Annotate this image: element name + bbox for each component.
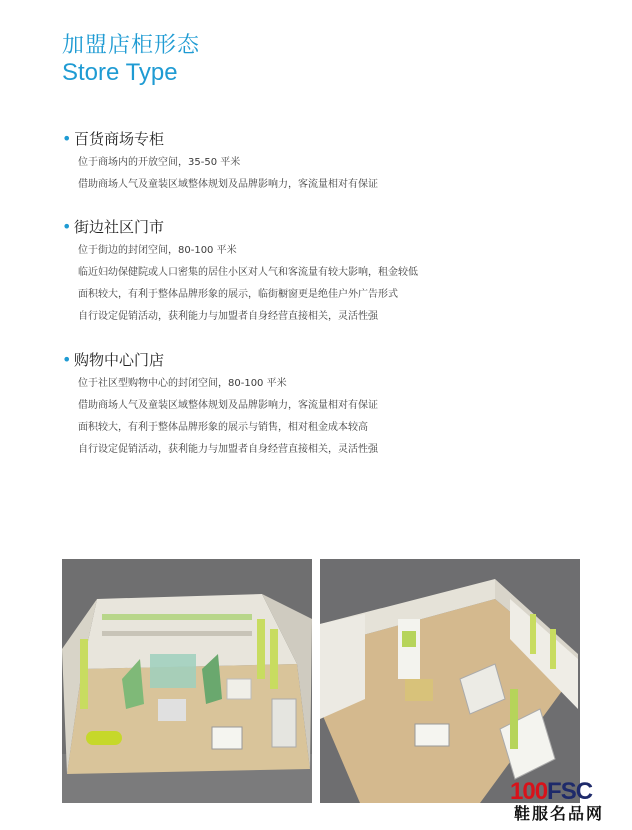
section-line: 位于社区型购物中心的封闭空间，80-100 平米 [78,378,287,389]
watermark-tagline: 鞋服名品网 [514,804,605,823]
section-street-shop [62,216,418,328]
page-title: 加盟店柜形态 [62,33,201,58]
store-rendering-image-2 [320,559,580,803]
bullet-icon: • [62,129,72,148]
bullet-icon: • [62,217,72,236]
section-line: 借助商场人气及童装区域整体规划及品牌影响力，客流量相对有保证 [78,400,378,411]
watermark-brand-letters: FSC [547,778,593,805]
page-subtitle: Store Type [62,59,178,86]
bullet-icon: • [62,350,72,369]
section-line: 自行设定促销活动，获利能力与加盟者自身经营直接相关，灵活性强 [78,311,378,322]
section-department-store [62,128,378,196]
section-line: 面积较大，有利于整体品牌形象的展示与销售，相对租金成本较高 [78,422,368,433]
section-shopping-mall [62,349,378,461]
section-line: 面积较大，有利于整体品牌形象的展示，临街橱窗更是绝佳户外广告形式 [78,289,398,300]
watermark-brand-number: 100 [510,778,548,805]
section-title: 街边社区门市 [74,218,165,236]
section-line: 自行设定促销活动，获利能力与加盟者自身经营直接相关，灵活性强 [78,444,378,455]
section-title: 百货商场专柜 [74,130,165,148]
section-line: 临近妇幼保健院或人口密集的居住小区对人气和客流量有较大影响，租金较低 [78,267,418,278]
store-rendering-image-1 [62,559,312,803]
section-line: 位于街边的封闭空间，80-100 平米 [78,245,237,256]
section-line: 位于商场内的开放空间，35-50 平米 [78,157,241,168]
section-title: 购物中心门店 [74,351,165,369]
section-line: 借助商场人气及童装区域整体规划及品牌影响力，客流量相对有保证 [78,179,378,190]
watermark-logo [510,779,628,827]
